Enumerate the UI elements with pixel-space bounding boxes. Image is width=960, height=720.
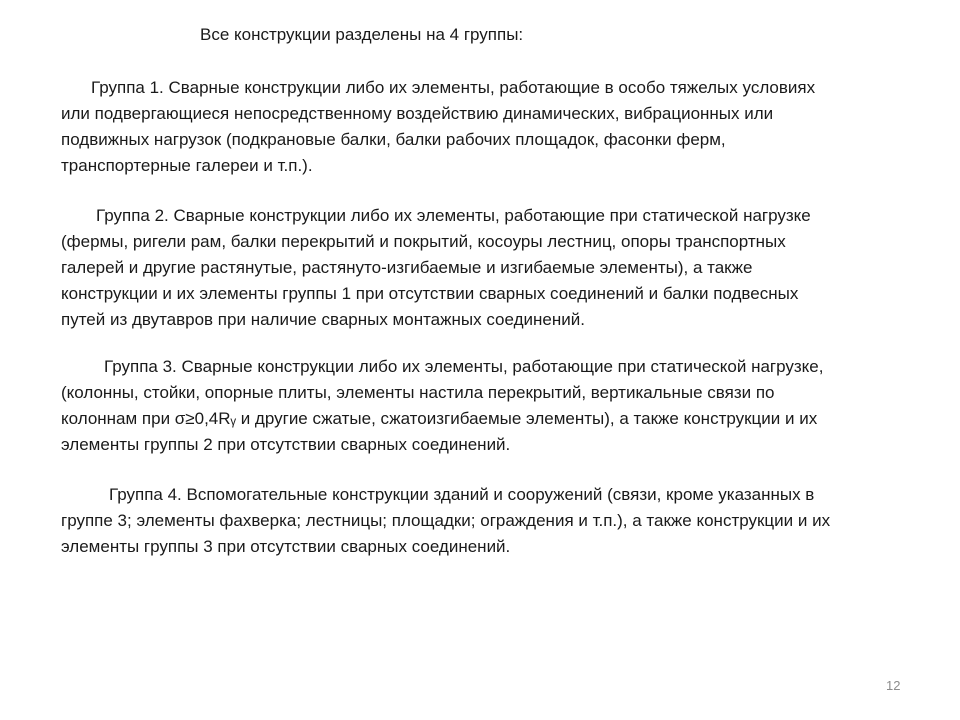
group-line: или подвергающиеся непосредственному воздействию динамических, вибрационных или — [61, 104, 774, 123]
group-line: элементы группы 2 при отсутствии сварных соединений. — [61, 435, 511, 454]
group-1-paragraph — [61, 75, 931, 179]
group-line: галерей и другие растянутые, растянуто-изгибаемые и изгибаемые элементы), а также — [61, 258, 753, 277]
group-3-paragraph — [61, 354, 931, 458]
slide-title: Все конструкции разделены на 4 группы: — [200, 25, 524, 44]
page-number: 12 — [886, 678, 901, 693]
group-line: Группа 1. Сварные конструкции либо их элементы, работающие в особо тяжелых условиях — [91, 78, 816, 97]
group-line: (колонны, стойки, опорные плиты, элементы настила перекрытий, вертикальные связи по — [61, 383, 775, 402]
group-line: Группа 2. Сварные конструкции либо их элементы, работающие при статической нагрузке — [96, 206, 811, 225]
group-line: подвижных нагрузок (подкрановые балки, балки рабочих площадок, фасонки ферм, — [61, 130, 726, 149]
group-line: (фермы, ригели рам, балки перекрытий и покрытий, косоуры лестниц, опоры транспортных — [61, 232, 786, 251]
group-line: конструкции и их элементы группы 1 при отсутствии сварных соединений и балки подвесных — [61, 284, 799, 303]
group-line: колоннам при σ≥0,4Rᵧ и другие сжатые, сжатоизгибаемые элементы), а также конструкции и их — [61, 409, 818, 428]
group-line: элементы группы 3 при отсутствии сварных соединений. — [61, 537, 511, 556]
group-line: Группа 4. Вспомогательные конструкции зданий и сооружений (связи, кроме указанных в — [109, 485, 815, 504]
group-4-paragraph — [61, 482, 931, 560]
group-2-paragraph — [61, 203, 931, 333]
group-line: группе 3; элементы фахверка; лестницы; площадки; ограждения и т.п.), а также конструкции и их — [61, 511, 831, 530]
group-line: транспортерные галереи и т.п.). — [61, 156, 313, 175]
group-line: путей из двутавров при наличие сварных монтажных соединений. — [61, 310, 585, 329]
group-line: Группа 3. Сварные конструкции либо их элементы, работающие при статической нагрузке, — [104, 357, 824, 376]
